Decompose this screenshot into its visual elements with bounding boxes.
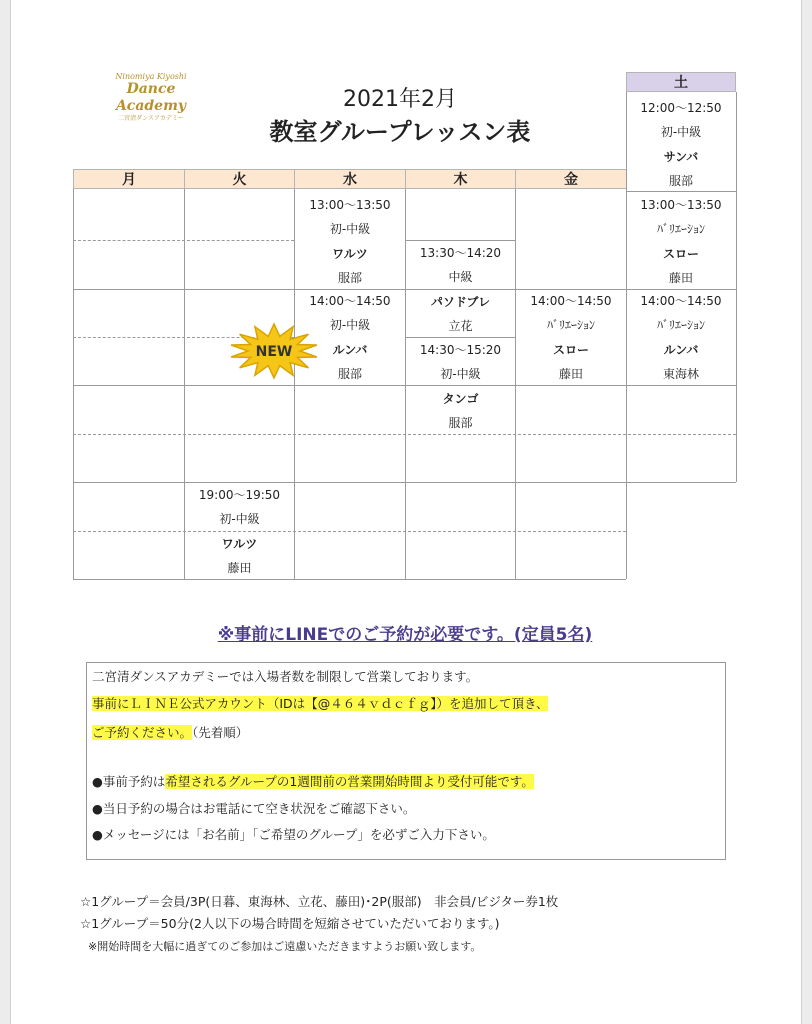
lesson-thu-1430 — [405, 338, 516, 436]
lesson-dance: パソドブレ — [430, 294, 491, 309]
lesson-level: 初-中級 — [440, 367, 481, 382]
lesson-teacher: 立花 — [448, 319, 473, 334]
info-line — [92, 771, 534, 793]
info-line — [92, 693, 548, 715]
grid-line — [73, 579, 626, 580]
logo-line2: Dance Academy — [115, 81, 187, 114]
lesson-dance: ルンバ — [663, 342, 699, 357]
lesson-sat-1400 — [626, 289, 736, 387]
grid-line-dashed — [73, 531, 626, 532]
lesson-teacher: 東海林 — [662, 367, 699, 382]
lesson-dance: サンバ — [663, 149, 699, 164]
schedule-month: 2021年2月 — [343, 87, 457, 112]
lesson-sat-1200 — [626, 96, 736, 194]
info-text: ●事前予約は — [92, 774, 166, 789]
grid-line-dashed — [73, 240, 294, 241]
lesson-dance: ルンバ — [332, 342, 368, 357]
lesson-dance: スロー — [552, 342, 589, 357]
grid-line — [73, 482, 736, 483]
reservation-notice: ※事前にLINEでのご予約が必要です。(定員5名) — [217, 625, 593, 645]
lesson-time: 13:30〜14:20 — [419, 246, 502, 260]
header-mon: 月 — [73, 169, 185, 189]
highlighted-text: 希望されるグループの1週間前の営業開始時間より受付可能です。 — [165, 774, 534, 789]
logo-line1: Ninomiya Kiyoshi — [115, 72, 187, 81]
lesson-teacher: 藤田 — [558, 367, 583, 382]
info-text: ●メッセージには「お名前」「ご希望のグループ」を必ずご入力下さい。 — [92, 827, 495, 842]
highlighted-text: ご予約ください。 — [92, 725, 193, 740]
lesson-dance: スロー — [662, 246, 699, 261]
lesson-dance: ワルツ — [332, 246, 368, 261]
lesson-level: 初-中級 — [329, 318, 371, 333]
highlighted-text: 事前にＬＩＮＥ公式アカウント（IDは【@４６４ｖｄｃｆｇ】）を追加して頂き、 — [92, 696, 549, 711]
lesson-teacher: 服部 — [668, 174, 693, 189]
new-badge-icon — [228, 322, 320, 380]
lesson-time: 19:00〜19:50 — [198, 488, 281, 502]
footer-note: ※開始時間を大幅に過ぎてのご参加はご遠慮いただきますようお願い致します。 — [88, 940, 482, 953]
lesson-level: 中級 — [448, 270, 473, 285]
lesson-time: 13:00〜13:50 — [309, 198, 391, 212]
header-wed: 水 — [294, 169, 406, 189]
lesson-teacher: 服部 — [448, 416, 473, 431]
lesson-sat-1300 — [626, 193, 736, 291]
lesson-thu-1330 — [405, 241, 516, 339]
lesson-time: 14:30〜15:20 — [419, 343, 502, 357]
schedule-title: 教室グループレッスン表 — [269, 118, 531, 146]
grid-line — [73, 189, 74, 579]
lesson-level: 初-中級 — [219, 512, 260, 527]
lesson-level: ﾊﾞﾘｴｰｼｮﾝ — [656, 222, 705, 237]
logo-line3: 二宮清ダンスアカデミー — [118, 115, 184, 122]
lesson-teacher: 服部 — [337, 367, 362, 382]
header-tue: 火 — [184, 169, 295, 189]
header-fri: 金 — [515, 169, 627, 189]
lesson-level: 初-中級 — [329, 222, 371, 237]
header-sat: 土 — [626, 72, 736, 92]
new-badge-text: NEW — [255, 344, 293, 360]
lesson-time: 14:00〜14:50 — [309, 294, 391, 308]
info-line — [92, 824, 495, 846]
info-line — [92, 666, 478, 688]
lesson-time: 14:00〜14:50 — [640, 294, 722, 308]
lesson-teacher: 服部 — [337, 271, 362, 286]
lesson-dance: タンゴ — [442, 391, 479, 406]
lesson-level: 初-中級 — [660, 125, 702, 140]
header-thu: 木 — [405, 169, 516, 189]
lesson-dance: ワルツ — [221, 536, 258, 551]
lesson-fri-1400 — [515, 289, 627, 387]
grid-line — [736, 92, 737, 482]
right-frame — [801, 0, 812, 1024]
info-text: 二宮清ダンスアカデミーでは入場者数を制限して営業しております。 — [92, 669, 479, 684]
lesson-teacher: 藤田 — [668, 271, 693, 286]
info-line — [92, 722, 248, 744]
lesson-time: 12:00〜12:50 — [640, 101, 722, 115]
academy-logo — [98, 72, 204, 122]
info-text: ●当日予約の場合はお電話にて空き状況をご確認下さい。 — [92, 801, 416, 816]
lesson-wed-1300 — [294, 193, 406, 291]
lesson-time: 14:00〜14:50 — [530, 294, 612, 308]
footer-note: ☆1グループ＝会員/3P(日暮、東海林、立花、藤田)･2P(服部) 非会員/ビジター券1枚 — [80, 894, 559, 909]
footer-note: ☆1グループ＝50分(2人以下の場合時間を短縮させていただいております。) — [80, 916, 500, 931]
lesson-tue-1900 — [184, 483, 295, 581]
info-line — [92, 798, 415, 820]
lesson-teacher: 藤田 — [227, 561, 252, 576]
left-frame — [0, 0, 11, 1024]
info-text: （先着順） — [192, 725, 249, 740]
lesson-time: 13:00〜13:50 — [640, 198, 722, 212]
lesson-level: ﾊﾞﾘｴｰｼｮﾝ — [546, 318, 595, 333]
lesson-level: ﾊﾞﾘｴｰｼｮﾝ — [656, 318, 705, 333]
